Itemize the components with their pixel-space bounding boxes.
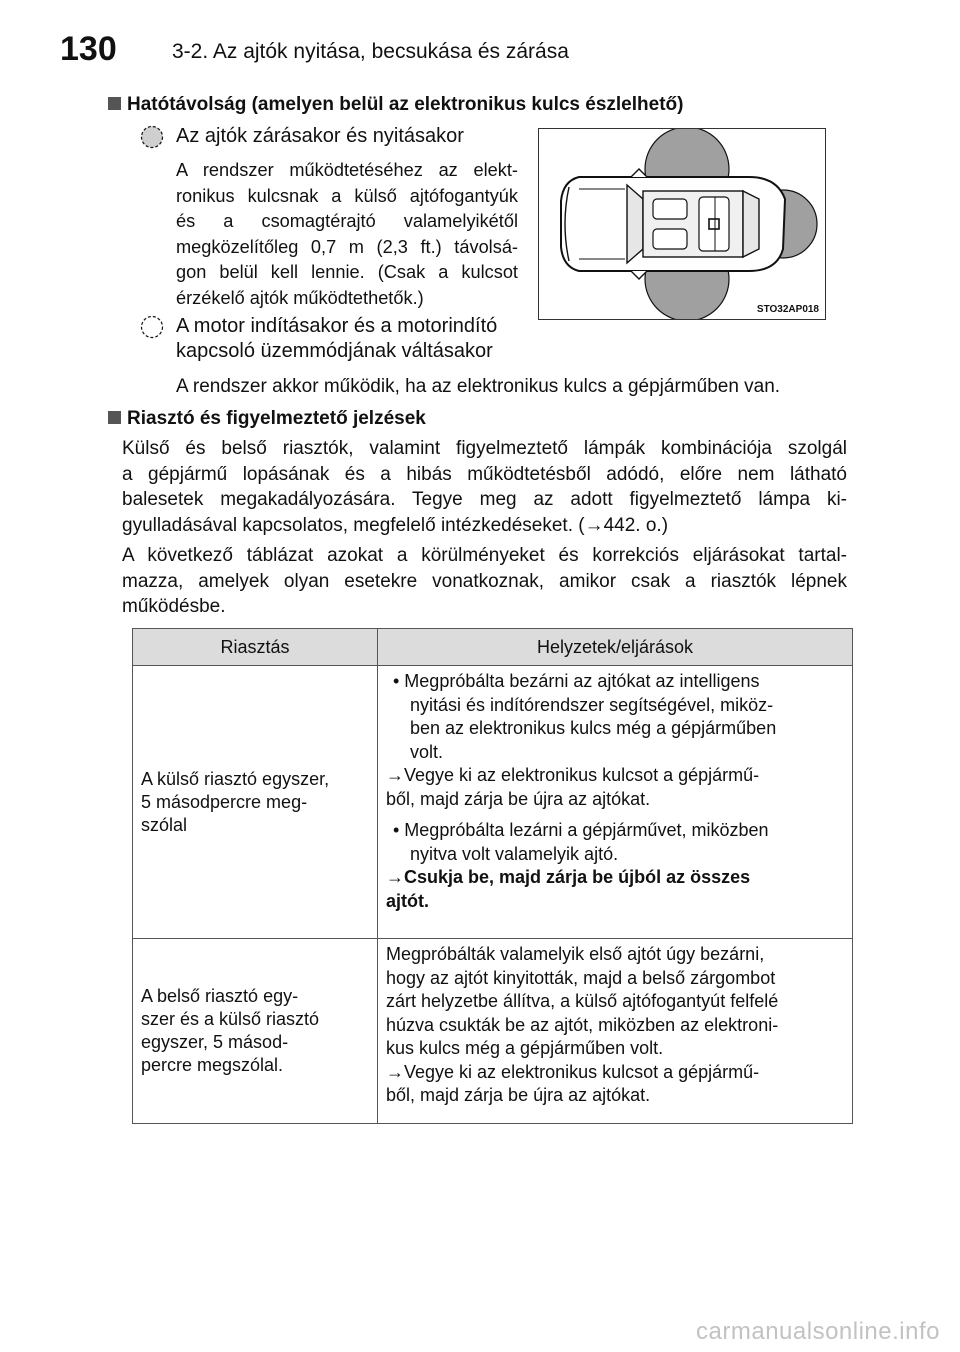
section-heading-alarms bbox=[108, 408, 426, 430]
procedure-block-1 bbox=[378, 666, 852, 919]
text-line: nyitva volt valamelyik ajtó. bbox=[410, 843, 619, 864]
procedure-cell bbox=[378, 666, 853, 939]
sub-item-engine-label-2: kapcsoló üzemmódjának váltásakor bbox=[176, 340, 493, 362]
car-range-figure bbox=[538, 128, 826, 320]
text-line: ajtót. bbox=[386, 890, 429, 911]
text-line: egyszer, 5 másod- bbox=[141, 1032, 289, 1052]
table-row bbox=[133, 666, 853, 939]
alarm-cell bbox=[133, 939, 378, 1124]
dashed-circle-icon bbox=[140, 315, 164, 339]
text-line: →Csukja be, majd zárja be újból az összes bbox=[386, 867, 751, 887]
text-line: húzva csukták be az ajtót, miközben az elektroni- bbox=[386, 1014, 779, 1035]
engine-description: A rendszer akkor működik, ha az elektronikus kulcs a gépjárműben van. bbox=[176, 376, 781, 397]
text-line: hogy az ajtót kinyitották, majd a belső zárgombot bbox=[386, 967, 776, 988]
procedure-cell bbox=[378, 939, 853, 1124]
text-line: kus kulcs még a gépjárműben volt. bbox=[386, 1038, 664, 1058]
column-header-alarm: Riasztás bbox=[133, 629, 378, 666]
text-line: • Megpróbálta bezárni az ajtókat az intelligens bbox=[393, 671, 760, 691]
text-line: →Vegye ki az elektronikus kulcsot a gépjármű- bbox=[386, 765, 760, 785]
alarm-cell bbox=[133, 666, 378, 939]
section-heading-alarms-text: Riasztó és figyelmeztető jelzések bbox=[127, 408, 426, 429]
text-line: Külső és belső riasztók, valamint figyelmeztető lámpák kombinációja szolgál bbox=[122, 438, 847, 459]
table-row bbox=[133, 939, 853, 1124]
chapter-title: 3-2. Az ajtók nyitása, becsukása és zárása bbox=[172, 40, 569, 63]
text-line: gon belül kell lennie. (Csak a kulcsot bbox=[176, 262, 518, 282]
sub-item-doors-label: Az ajtók zárásakor és nyitásakor bbox=[176, 125, 464, 147]
text-line: zárt helyzetbe állítva, a külső ajtófogantyút felfelé bbox=[386, 991, 779, 1011]
square-bullet-icon bbox=[108, 97, 121, 110]
text-line: gyulladásával kapcsolatos, megfelelő intézkedéseket. (→442. o.) bbox=[122, 514, 669, 536]
section-heading-range-text: Hatótávolság (amelyen belül az elektronikus kulcs észlelhető) bbox=[127, 94, 684, 115]
text-line: ben az elektronikus kulcs még a gépjárműben bbox=[410, 718, 777, 738]
car-top-view-illustration bbox=[539, 129, 825, 319]
text-line: balesetek megakadályozására. Tegye meg az adott figyelmeztető lámpa ki- bbox=[122, 489, 847, 510]
text-line: ből, majd zárja be újra az ajtókat. bbox=[386, 1085, 651, 1105]
text-line: érzékelő ajtók működtethetők.) bbox=[176, 287, 424, 308]
text-line: A külső riasztó egyszer, bbox=[141, 768, 330, 789]
column-header-procedure: Helyzetek/eljárások bbox=[378, 629, 853, 666]
section-heading-range bbox=[108, 94, 683, 116]
text-line: A következő táblázat azokat a körülményeket és korrekciós eljárásokat tartal- bbox=[122, 545, 847, 566]
text-line: és a csomagtérajtó valamelyikétől bbox=[176, 211, 518, 231]
text-line: megközelítőleg 0,7 m (2,3 ft.) távolsá- bbox=[176, 236, 518, 257]
text-line: szer és a külső riasztó bbox=[141, 1009, 320, 1029]
alarms-paragraph-2 bbox=[122, 543, 847, 620]
text-line: • Megpróbálta lezárni a gépjárművet, miközben bbox=[393, 820, 769, 840]
alarms-paragraph-1 bbox=[122, 436, 847, 538]
text-line: működésbe. bbox=[122, 596, 226, 617]
text-line: nyitási és indítórendszer segítségével, miköz- bbox=[410, 694, 774, 715]
table-header-row bbox=[133, 629, 853, 666]
text-line: volt. bbox=[410, 741, 444, 762]
sub-item-doors bbox=[140, 124, 530, 149]
text-line: A belső riasztó egy- bbox=[141, 986, 299, 1006]
sub-item-engine-label-1: A motor indításakor és a motorindító bbox=[176, 315, 498, 337]
text-line: 5 másodpercre meg- bbox=[141, 791, 308, 812]
text-line: A rendszer működtetéséhez az elekt- bbox=[176, 160, 518, 180]
procedure-block-2 bbox=[378, 939, 852, 1114]
text-line: szólal bbox=[141, 814, 188, 835]
watermark: carmanualsonline.info bbox=[696, 1318, 940, 1345]
doors-description bbox=[176, 158, 518, 311]
figure-code: STO32AP018 bbox=[756, 304, 819, 315]
page-number: 130 bbox=[60, 30, 117, 68]
text-line: →Vegye ki az elektronikus kulcsot a gépjármű- bbox=[386, 1061, 760, 1082]
text-line: ronikus kulcsnak a külső ajtófogantyúk bbox=[176, 185, 518, 206]
text-line: a gépjármű lopásának és a hibás működtetésből adódó, előre nem látható bbox=[122, 463, 847, 485]
text-line: percre megszólal. bbox=[141, 1055, 284, 1075]
sub-item-engine bbox=[140, 314, 530, 364]
text-line: mazza, amelyek olyan esetekre vonatkoznak, amikor csak a riasztók lépnek bbox=[122, 570, 847, 592]
text-line: ből, majd zárja be újra az ajtókat. bbox=[386, 788, 651, 809]
text-line: Megpróbálták valamelyik első ajtót úgy bezárni, bbox=[386, 944, 765, 964]
square-bullet-icon bbox=[108, 411, 121, 424]
alarms-table bbox=[132, 628, 853, 1124]
dashed-circle-icon bbox=[140, 125, 164, 149]
